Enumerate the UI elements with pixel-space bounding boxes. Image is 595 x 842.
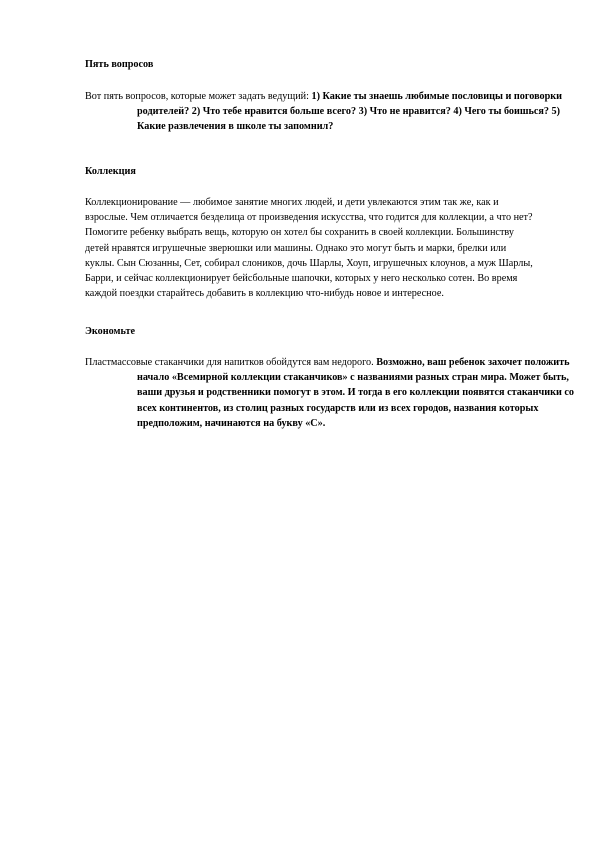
paragraph-economize — [85, 355, 585, 431]
paragraph-five-questions-list: 1) Какие ты знаешь любимые пословицы и поговорки родителей? 2) Что тебе нравится больше всего? 3) Что не нравится? 4) Чего ты боишься? 5) Какие развлечения в школе ты запомнил? — [137, 91, 563, 133]
paragraph-collection: Коллекционирование — любимое занятие многих людей, и дети увлекаются этим так же, как и взрослые. Чем отличается безделица от произведения искусства, что годится для коллекции, а что нет? Помогите ребенку выбрать вещь, которую он хотел бы сохранить в своей коллекции. Большинству детей нравятся игрушечные зверюшки или машины. Однако это могут быть и марки, брелки или куклы. Сын Сюзанны, Сет, собирал слоников, дочь Шарлы, Хоуп, игрушечных клоунов, а муж Шарлы, Барри, и сейчас коллекционирует бейсбольные шапочки, которых у него несколько сотен. Во время каждой поездки старайтесь добавить в коллекцию что-нибудь новое и интересное. — [85, 197, 533, 300]
heading-five-questions: Пять вопросов — [85, 59, 154, 70]
paragraph-economize-main: Возможно, ваш ребенок захочет положить начало «Всемирной коллекции стаканчиков» с названиями разных стран мира. Может быть, ваши друзья и родственники помогут в этом. И тогда в его коллекции появятся стаканчики со всех континентов, из столиц разных государств или из всех городов, названия которых предположим, начинаются на букву «С». — [137, 357, 575, 429]
heading-collection: Коллекция — [85, 166, 136, 177]
heading-economize: Экономьте — [85, 326, 135, 337]
paragraph-economize-intro: Пластмассовые стаканчики для напитков обойдутся вам недорого. — [85, 357, 377, 368]
paragraph-five-questions-intro: Вот пять вопросов, которые может задать ведущий: — [85, 91, 312, 102]
paragraph-five-questions — [85, 89, 585, 135]
